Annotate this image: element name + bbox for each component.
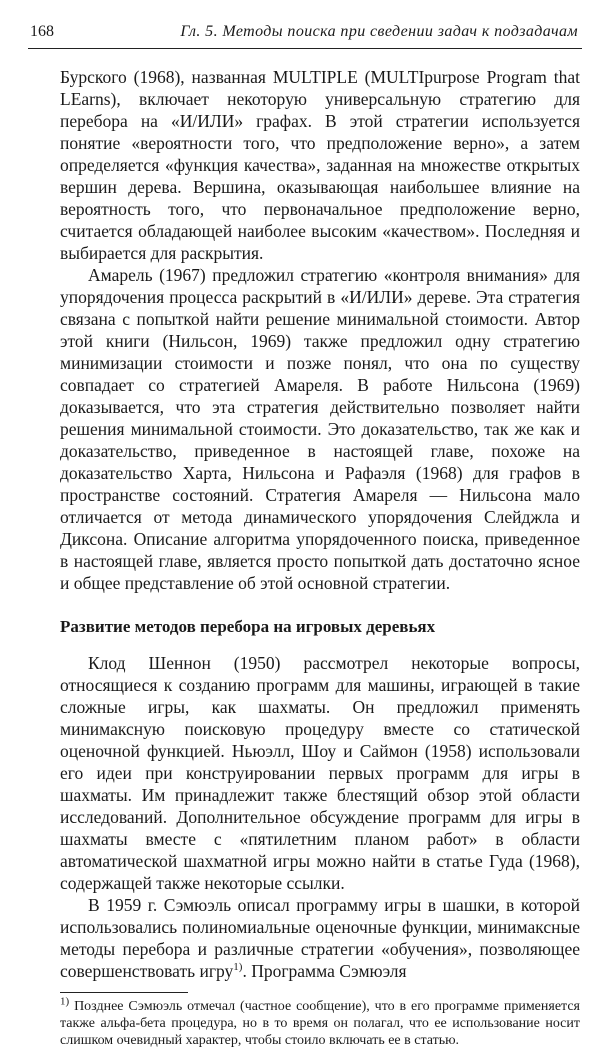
footnote-marker: 1) <box>60 995 70 1008</box>
footnote <box>60 995 580 1049</box>
section-heading: Развитие методов перебора на игровых деревьях <box>60 617 436 636</box>
paragraph-4-tail: . Программа Сэмюэля <box>242 961 407 981</box>
paragraph-4 <box>60 894 580 982</box>
running-head <box>28 22 582 49</box>
footnote-text: Позднее Сэмюэль отмечал (частное сообщение), что в его программе применяется также альфа-бета процедура, но в то время он полагал, что ее использование носит слишком очевидный характер, чтобы стоило включать ее в статью. <box>60 999 580 1048</box>
paragraph-2: Амарель (1967) предложил стратегию «контроля внимания» для упорядочения процесса раскрытий в «И/ИЛИ» дереве. Эта стратегия связана с попыткой найти решение минимальной стоимости. Автор этой книги (Нильсон, 1969) также предложил одну стратегию минимизации стоимости и позже понял, что она по существу совпадает со стратегией Амареля. В работе Нильсона (1969) доказывается, что эта стратегия действительно позволяет найти решения минимальной стоимости. Это доказательство, так же как и доказательство, приведенное в настоящей главе, похоже на доказательство Харта, Нильсона и Рафаэля (1968) для графов в пространстве состояний. Стратегия Амареля — Нильсона мало отличается от метода динамического упорядочения Слейджла и Диксона. Описание алгоритма упорядоченного поиска, приведенное в настоящей главе, является просто попыткой дать достаточно ясное и общее представление об этой основной стратегии. <box>60 265 580 593</box>
paragraph-4-text: В 1959 г. Сэмюэль описал программу игры в шашки, в которой использовались полиномиальные оценочные функции, минимаксные методы перебора и различные стратегии «обучения», позволяющее совершенствовать игру <box>60 895 580 981</box>
page-number: 168 <box>30 23 54 40</box>
paragraph-1: Бурского (1968), названная MULTIPLE (MULTIpurpose Program that LEarns), включает некоторую универсальную стратегию для перебора на «И/ИЛИ» графах. В этой стратегии используется понятие «вероятности того, что предположение верно», а затем определяется «функция качества», заданная на множестве открытых вершин дерева. Вершина, оказывающая наибольшее влияние на вероятность того, что первоначальное предположение верно, считается обладающей наиболее высоким «качеством». Последняя и выбирается для раскрытия. <box>60 67 580 263</box>
footnote-reference: 1) <box>233 961 243 974</box>
body-text <box>60 66 580 1049</box>
footnote-rule <box>60 992 188 993</box>
paragraph-3: Клод Шеннон (1950) рассмотрел некоторые вопросы, относящиеся к созданию программ для машины, играющей в такие сложные игры, как шахматы. Он предложил применять минимаксную поисковую процедуру вместе со статической оценочной функцией. Ньюэлл, Шоу и Саймон (1958) использовали его идеи при конструировании первых программ для игры в шахматы. Им принадлежит также блестящий обзор этой области исследований. Дополнительное обсуждение программ для игры в шахматы вместе с «пятилетним планом работ» в области автоматической шахматной игры можно найти в статье Гуда (1968), содержащей также некоторые ссылки. <box>60 653 580 893</box>
chapter-title: Гл. 5. Методы поиска при сведении задач к подзадачам <box>180 23 578 40</box>
